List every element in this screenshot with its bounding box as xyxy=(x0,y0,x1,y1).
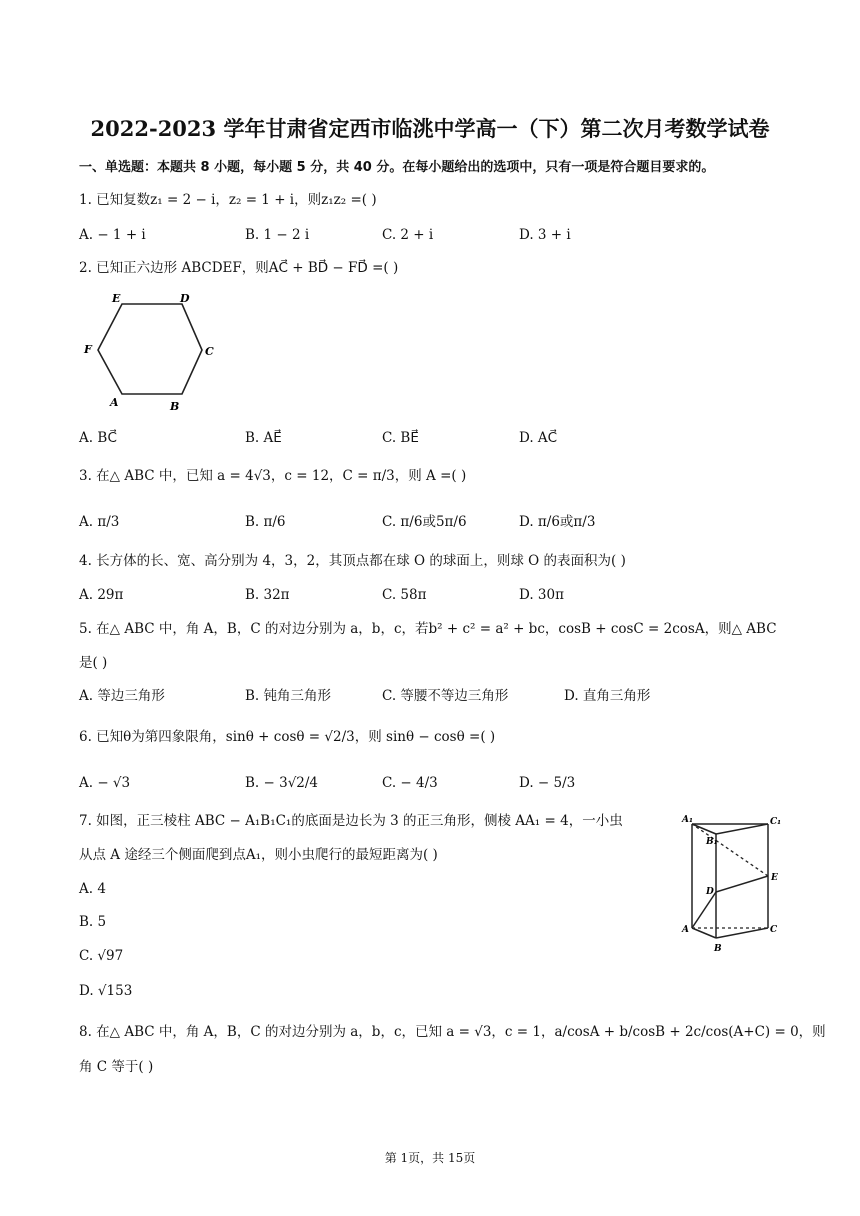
q2-option-b: B. AE⃗ xyxy=(245,430,282,446)
question-8-stem-cont: 角 C 等于( ) xyxy=(79,1059,154,1075)
question-6-stem: 6. 已知θ为第四象限角，sinθ + cosθ = √2/3，则 sinθ − cosθ =( ) xyxy=(79,729,496,745)
q6-option-a: A. − √3 xyxy=(79,775,131,791)
prism-label-a1: A₁ xyxy=(682,815,693,825)
section-heading: 一、单选题：本题共 8 小题，每小题 5 分，共 40 分。在每小题给出的选项中，只有一项是符合题目要求的。 xyxy=(79,160,715,175)
hex-label-d: D xyxy=(180,292,190,305)
question-5-stem-cont: 是( ) xyxy=(79,655,108,671)
q1-option-b: B. 1 − 2 i xyxy=(245,227,310,243)
hex-label-e: E xyxy=(112,292,121,305)
q3-option-c: C. π/6或5π/6 xyxy=(382,514,467,530)
q1-option-c: C. 2 + i xyxy=(382,227,434,243)
q6-option-d: D. − 5/3 xyxy=(519,775,576,791)
q5-option-d: D. 直角三角形 xyxy=(564,688,651,704)
q4-option-d: D. 30π xyxy=(519,587,564,603)
q4-option-c: C. 58π xyxy=(382,587,427,603)
q7-option-a: A. 4 xyxy=(79,881,106,897)
prism-label-e: E xyxy=(771,873,778,883)
q3-option-a: A. π/3 xyxy=(79,514,120,530)
question-7-stem-cont: 从点 A 途经三个侧面爬到点A₁，则小虫爬行的最短距离为( ) xyxy=(79,847,438,863)
q2-option-d: D. AC⃗ xyxy=(519,430,558,446)
question-1-stem: 1. 已知复数z₁ = 2 − i，z₂ = 1 + i，则z₁z₂ =( ) xyxy=(79,192,377,208)
hex-label-a: A xyxy=(110,396,119,409)
hex-label-f: F xyxy=(84,343,92,356)
page-title: 2022-2023 学年甘肃省定西市临洮中学高一（下）第二次月考数学试卷 xyxy=(90,116,770,141)
question-4-stem: 4. 长方体的长、宽、高分别为 4，3，2，其顶点都在球 O 的球面上，则球 O 的表面积为( ) xyxy=(79,553,626,569)
prism-figure xyxy=(676,810,788,960)
question-8-stem: 8. 在△ ABC 中，角 A，B，C 的对边分别为 a，b，c，已知 a = √3，c = 1，a/cosA + b/cosB + 2c/cos(A+C) = 0，则 xyxy=(79,1024,826,1040)
q6-option-c: C. − 4/3 xyxy=(382,775,438,791)
q3-option-d: D. π/6或π/3 xyxy=(519,514,596,530)
prism-label-b: B xyxy=(714,944,722,954)
prism-label-b1: B₁ xyxy=(706,837,718,847)
prism-label-c1: C₁ xyxy=(770,817,782,827)
q6-option-b: B. − 3√2/4 xyxy=(245,775,319,791)
q1-option-a: A. − 1 + i xyxy=(79,227,146,243)
q4-option-a: A. 29π xyxy=(79,587,124,603)
q7-option-d: D. √153 xyxy=(79,983,133,999)
q5-option-a: A. 等边三角形 xyxy=(79,688,165,704)
q2-option-a: A. BC⃗ xyxy=(79,430,117,446)
q7-option-b: B. 5 xyxy=(79,914,107,930)
prism-label-c: C xyxy=(770,925,778,935)
hex-label-b: B xyxy=(170,400,180,413)
q2-option-c: C. BE⃗ xyxy=(382,430,419,446)
question-7-stem: 7. 如图，正三棱柱 ABC − A₁B₁C₁的底面是边长为 3 的正三角形，侧棱 AA₁ = 4，一小虫 xyxy=(79,813,623,829)
question-5-stem: 5. 在△ ABC 中，角 A，B，C 的对边分别为 a，b，c，若b² + c² = a² + bc，cosB + cosC = 2cosA，则△ ABC xyxy=(79,621,777,637)
q3-option-b: B. π/6 xyxy=(245,514,286,530)
q4-option-b: B. 32π xyxy=(245,587,290,603)
question-3-stem: 3. 在△ ABC 中，已知 a = 4√3，c = 12，C = π/3，则 A =( ) xyxy=(79,468,467,484)
prism-label-d: D xyxy=(706,887,714,897)
q5-option-c: C. 等腰不等边三角形 xyxy=(382,688,509,704)
q1-option-d: D. 3 + i xyxy=(519,227,571,243)
question-2-stem: 2. 已知正六边形 ABCDEF，则AC⃗ + BD⃗ − FD⃗ =( ) xyxy=(79,260,399,276)
q5-option-b: B. 钝角三角形 xyxy=(245,688,332,704)
q7-option-c: C. √97 xyxy=(79,948,124,964)
prism-label-a: A xyxy=(682,925,689,935)
page-footer: 第 1页，共 15页 xyxy=(384,1151,476,1165)
hex-label-c: C xyxy=(205,345,214,358)
hexagon-figure xyxy=(78,288,220,418)
